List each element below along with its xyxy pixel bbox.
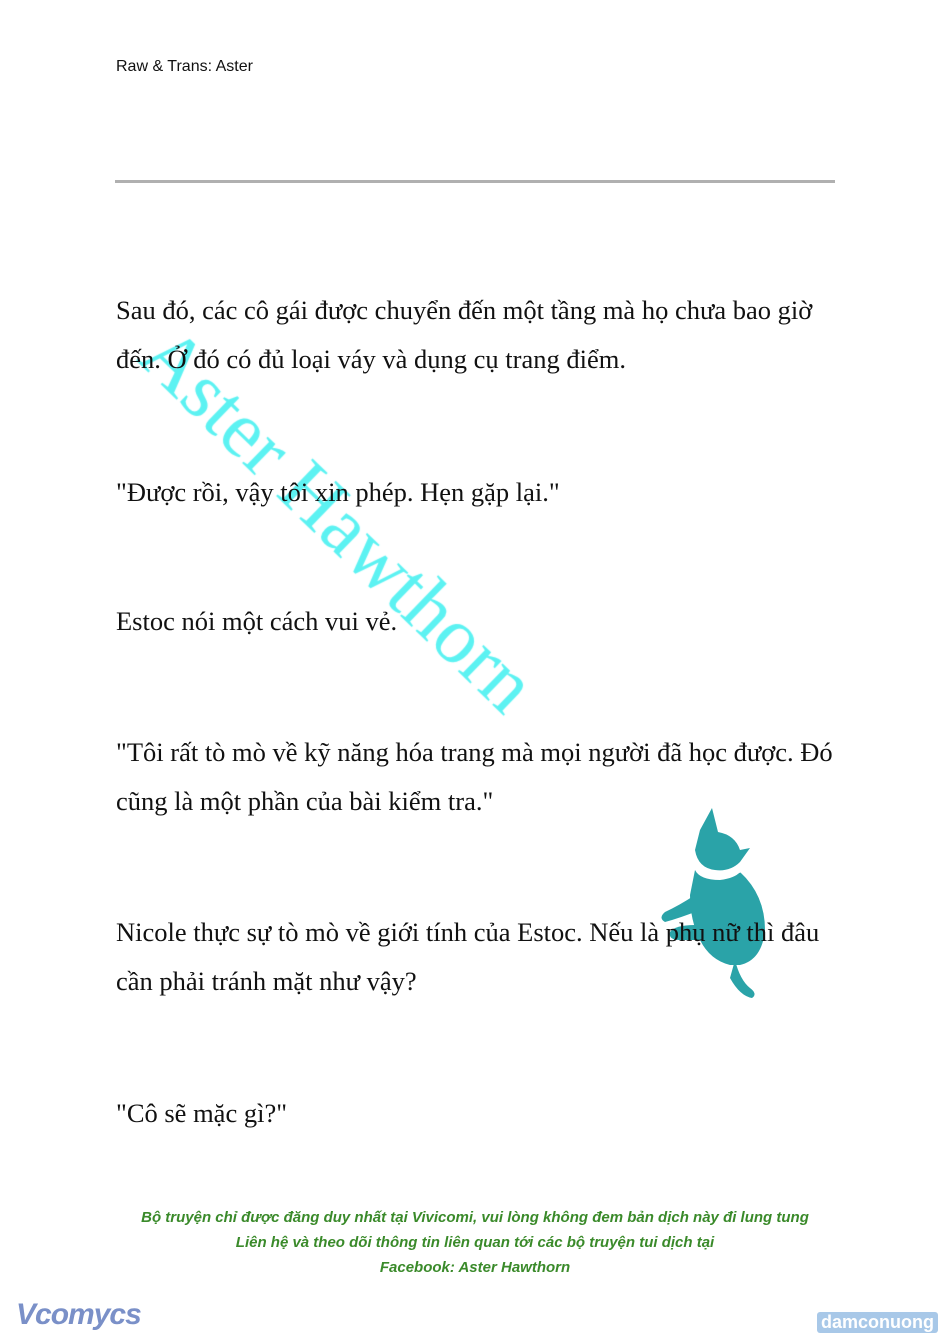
paragraph: "Cô sẽ mặc gì?" (116, 1098, 288, 1128)
paragraph: "Tôi rất tò mò về kỹ năng hóa trang mà mọi người đã học được. Đó cũng là một phần của bài kiểm tra." (116, 737, 833, 816)
damconuong-logo: damconuong (817, 1312, 938, 1333)
footer-notice: Bộ truyện chỉ được đăng duy nhất tại Vivicomi, vui lòng không đem bản dịch này đi lung tung (141, 1209, 809, 1226)
paragraph: Nicole thực sự tò mò về giới tính của Estoc. Nếu là phụ nữ thì đâu cần phải tránh mặt như vậy? (116, 917, 820, 996)
paragraph: "Được rồi, vậy tôi xin phép. Hẹn gặp lại." (116, 477, 560, 507)
footer-facebook: Facebook: Aster Hawthorn (379, 1259, 571, 1276)
vcomycs-logo: Vcomycs (16, 1298, 141, 1331)
page-header: Raw & Trans: Aster (116, 58, 253, 75)
divider (115, 180, 835, 183)
footer-contact: Liên hệ và theo dõi thông tin liên quan tới các bộ truyện tui dịch tại (235, 1234, 715, 1251)
paragraph: Sau đó, các cô gái được chuyển đến một tầng mà họ chưa bao giờ đến. Ở đó có đủ loại váy và dụng cụ trang điểm. (116, 295, 813, 374)
paragraph: Estoc nói một cách vui vẻ. (116, 606, 398, 636)
